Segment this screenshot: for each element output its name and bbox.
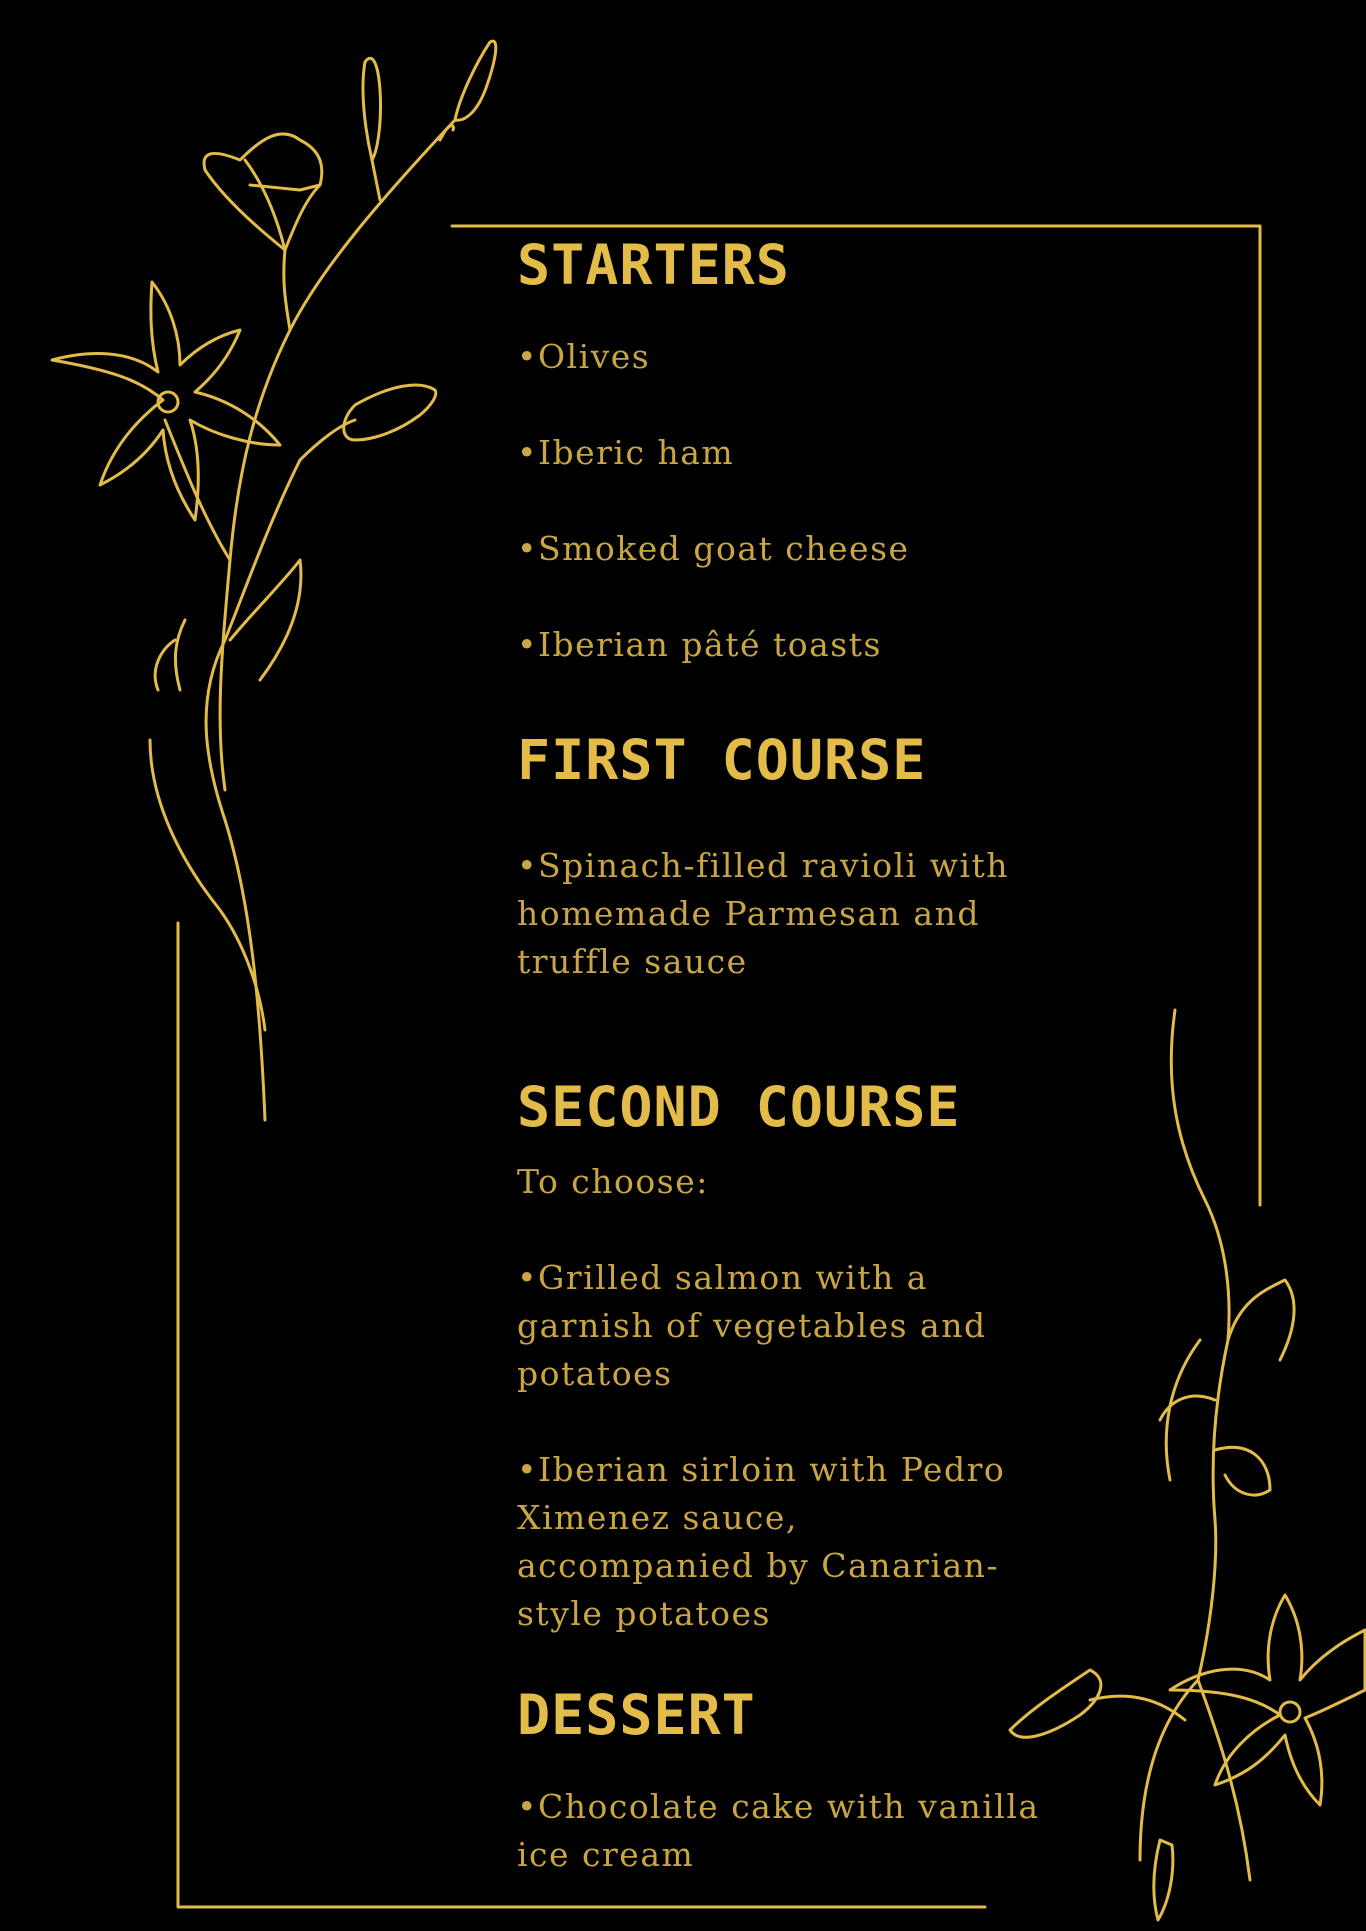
first-course-heading: FIRST COURSE [517,728,927,792]
second-course-item-salmon: •Grilled salmon with a garnish of vegetables and potatoes [517,1258,987,1393]
frame-bottom-left-line [178,923,985,1907]
starters-item-pate-toasts: •Iberian pâté toasts [517,625,882,664]
star-flower-left-icon [52,282,280,520]
second-course-intro: To choose: [517,1162,709,1201]
dessert-item-chocolate-cake: •Chocolate cake with vanilla ice cream [517,1787,1040,1874]
dessert-heading: DESSERT [517,1683,756,1747]
second-course-item-sirloin: •Iberian sirloin with Pedro Ximenez sauce, accompanied by Canarian-style potatoes [517,1450,1006,1633]
star-flower-right-icon [1170,1595,1365,1805]
starters-item-olives: •Olives [517,337,651,376]
first-course-item-ravioli: •Spinach-filled ravioli with homemade Parmesan and truffle sauce [517,846,1010,981]
starters-heading: STARTERS [517,233,790,297]
starters-item-iberic-ham: •Iberic ham [517,433,735,472]
second-course-heading: SECOND COURSE [517,1075,961,1139]
top-left-flower-branch-icon [52,41,496,1120]
starters-item-goat-cheese: •Smoked goat cheese [517,529,910,568]
